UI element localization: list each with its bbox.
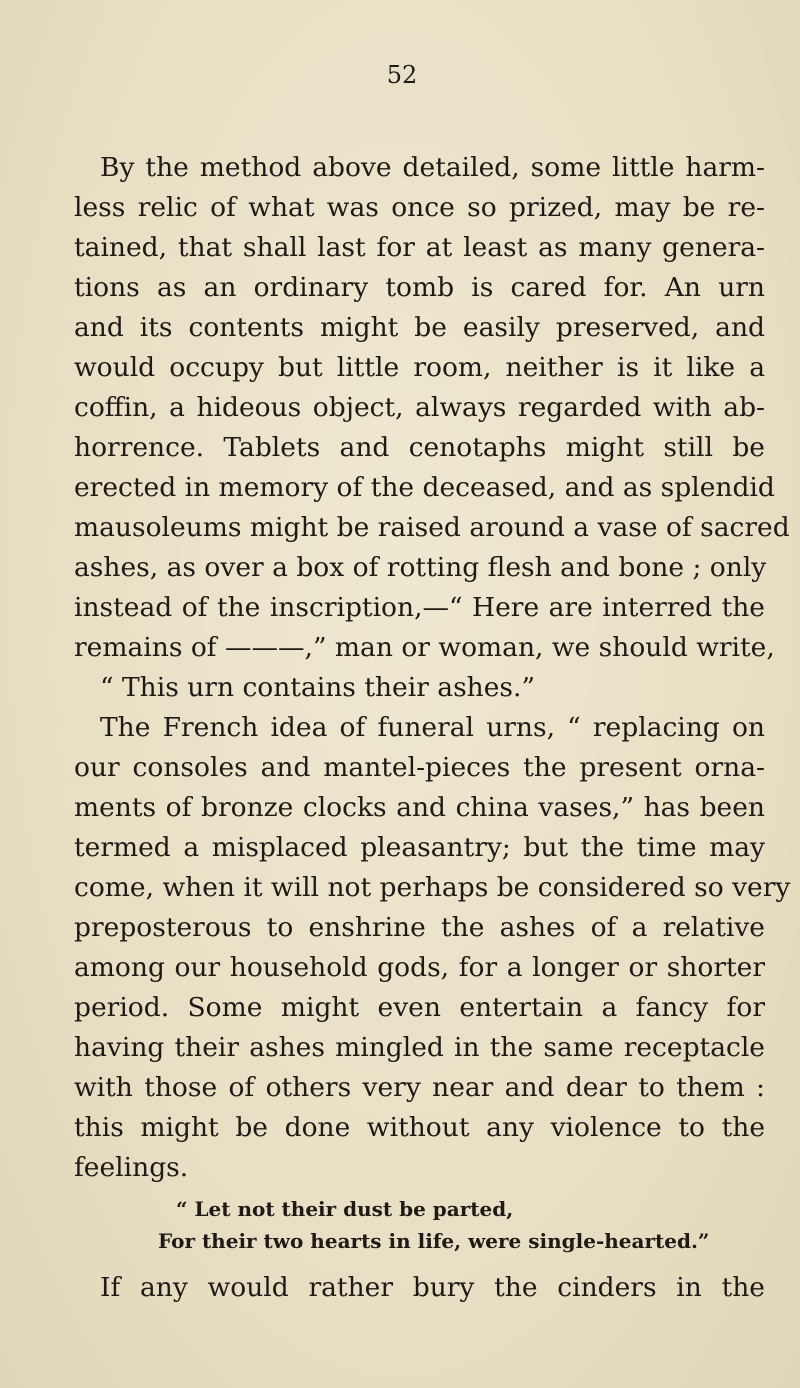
text-line: mausoleums might be raised around a vase of sacred (74, 512, 790, 543)
text-line: with those of others very near and dear to them : (74, 1072, 765, 1103)
text-line: If any would rather bury the cinders in the (100, 1272, 765, 1303)
text-line: would occupy but little room, neither is it like a (74, 352, 765, 383)
text-line: come, when it will not perhaps be considered so very (74, 872, 791, 903)
text-line: The French idea of funeral urns, “ replacing on (100, 712, 765, 743)
verse-line: For their two hearts in life, were single-hearted.” (158, 1229, 710, 1253)
text-line: our consoles and mantel-pieces the present orna- (74, 752, 765, 783)
text-line: termed a misplaced pleasantry; but the time may (74, 832, 765, 863)
text-line: tained, that shall last for at least as many genera- (74, 232, 765, 263)
text-line: among our household gods, for a longer or shorter (74, 952, 765, 983)
text-line: coffin, a hideous object, always regarded with ab- (74, 392, 765, 423)
text-line: ments of bronze clocks and china vases,” has been (74, 792, 765, 823)
text-line: tions as an ordinary tomb is cared for. An urn (74, 272, 765, 303)
text-line: having their ashes mingled in the same receptacle (74, 1032, 765, 1063)
text-line: less relic of what was once so prized, may be re- (74, 192, 765, 223)
text-line: period. Some might even entertain a fancy for (74, 992, 765, 1023)
verse-line: “ Let not their dust be parted, (176, 1197, 514, 1221)
text-line: horrence. Tablets and cenotaphs might still be (74, 432, 765, 463)
text-line: and its contents might be easily preserved, and (74, 312, 765, 343)
text-line: preposterous to enshrine the ashes of a relative (74, 912, 765, 943)
text-line: instead of the inscription,—“ Here are interred the (74, 592, 765, 623)
text-line: feelings. (74, 1152, 189, 1183)
text-line: this might be done without any violence to the (74, 1112, 765, 1143)
page-number: 52 (386, 61, 418, 89)
text-line: By the method above detailed, some little harm- (100, 152, 765, 183)
text-line: remains of ———,” man or woman, we should write, (74, 632, 775, 663)
text-line: ashes, as over a box of rotting flesh and bone ; only (74, 552, 767, 583)
text-line: erected in memory of the deceased, and as splendid (74, 472, 775, 503)
text-line: “ This urn contains their ashes.” (100, 672, 535, 703)
